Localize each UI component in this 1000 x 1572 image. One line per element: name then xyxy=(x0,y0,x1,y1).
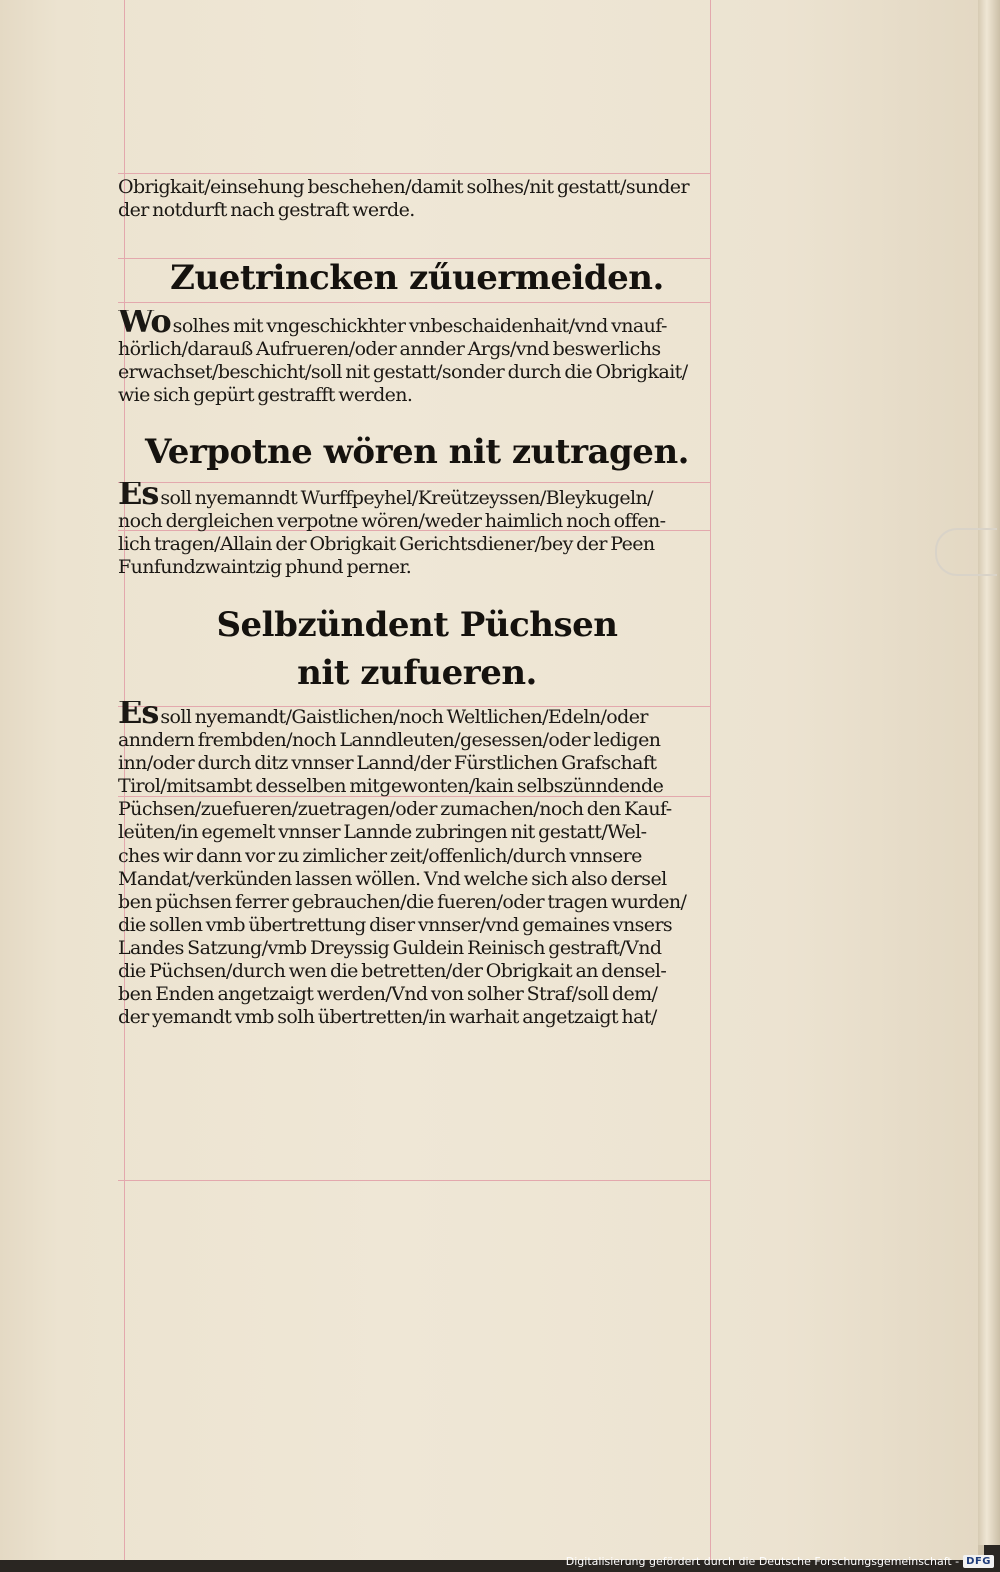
continuation-paragraph xyxy=(118,176,716,222)
ruling-line xyxy=(118,173,710,174)
text-line: lich tragen/Allain der Obrigkait Gerichtsdiener/bey der Peen xyxy=(118,532,655,555)
text-line: noch dergleichen verpotne wören/weder haimlich noch offen- xyxy=(118,509,666,532)
page-edge xyxy=(978,0,1000,1545)
credit-text: Digitalisierung gefördert durch die Deutsche Forschungsgemeinschaft - xyxy=(565,1555,960,1568)
text-line: Landes Satzung/vmb Dreyssig Guldein Reinisch gestraft/Vnd xyxy=(118,936,662,959)
text-line: hörlich/darauß Aufrueren/oder annder Args/vnd beswerlichs xyxy=(118,338,661,361)
text-line: soll nyemanndt Wurffpeyhel/Kreützeyssen/Bleykugeln/ xyxy=(160,486,653,509)
text-block xyxy=(118,176,716,1029)
text-line: anndern frembden/noch Lanndleuten/gesessen/oder ledigen xyxy=(118,729,661,752)
text-line: wie sich gepürt gestrafft werden. xyxy=(118,384,413,407)
heading-line: nit zufueren. xyxy=(297,652,537,693)
text-line: Mandat/verkünden lassen wöllen. Vnd welche sich also dersel xyxy=(118,867,667,890)
text-line: ben püchsen ferrer gebrauchen/die fueren/oder tragen wurden/ xyxy=(118,890,687,913)
text-line: ben Enden angetzaigt werden/Vnd von solher Straf/soll dem/ xyxy=(118,983,658,1006)
paper-clip-icon xyxy=(935,528,997,576)
text-line: der notdurft nach gestraft werde. xyxy=(118,199,415,222)
digitization-credit xyxy=(566,1555,994,1568)
text-line: Tirol/mitsambt desselben mitgewonten/kain selbszünndende xyxy=(118,775,664,798)
dfg-logo: DFG xyxy=(963,1555,994,1568)
ruling-line xyxy=(118,1180,710,1181)
text-line: Funfundzwaintzig phund perner. xyxy=(118,555,412,578)
section-heading: Verpotne wören nit zutragen. xyxy=(144,431,689,472)
text-line: ches wir dann vor zu zimlicher zeit/offenlich/durch vnnsere xyxy=(118,844,642,867)
section-paragraph xyxy=(118,310,716,407)
section-heading: Zuetrincken zűuermeiden. xyxy=(170,258,664,299)
text-line: solhes mit vngeschickhter vnbeschaidenhait/vnd vnauf- xyxy=(172,315,667,338)
section-paragraph xyxy=(118,482,716,579)
initial-letter: Es xyxy=(118,700,159,730)
text-line: die sollen vmb übertrettung diser vnnser/vnd gemaines vnsers xyxy=(118,913,673,936)
text-line: Püchsen/zuefueren/zuetragen/oder zumachen/noch den Kauf- xyxy=(118,798,672,821)
text-line: die Püchsen/durch wen die betretten/der Obrigkait an densel- xyxy=(118,959,667,982)
text-line: erwachset/beschicht/soll nit gestatt/sonder durch die Obrigkait/ xyxy=(118,361,688,384)
text-line: inn/oder durch ditz vnnser Lannd/der Fürstlichen Grafschaft xyxy=(118,752,657,775)
section-heading xyxy=(118,601,716,697)
text-line: soll nyemandt/Gaistlichen/noch Weltlichen/Edeln/oder xyxy=(160,705,648,728)
initial-letter: Wo xyxy=(118,310,171,339)
heading-line: Selbzündent Püchsen xyxy=(216,604,618,645)
initial-letter: Es xyxy=(118,481,159,510)
text-line: leüten/in egemelt vnnser Lannde zubringen nit gestatt/Wel- xyxy=(118,821,647,844)
text-line: Obrigkait/einsehung beschehen/damit solhes/nit gestatt/sunder xyxy=(118,176,689,198)
text-line: der yemandt vmb solh übertretten/in warhait angetzaigt hat/ xyxy=(118,1006,657,1029)
section-paragraph xyxy=(118,701,716,1029)
